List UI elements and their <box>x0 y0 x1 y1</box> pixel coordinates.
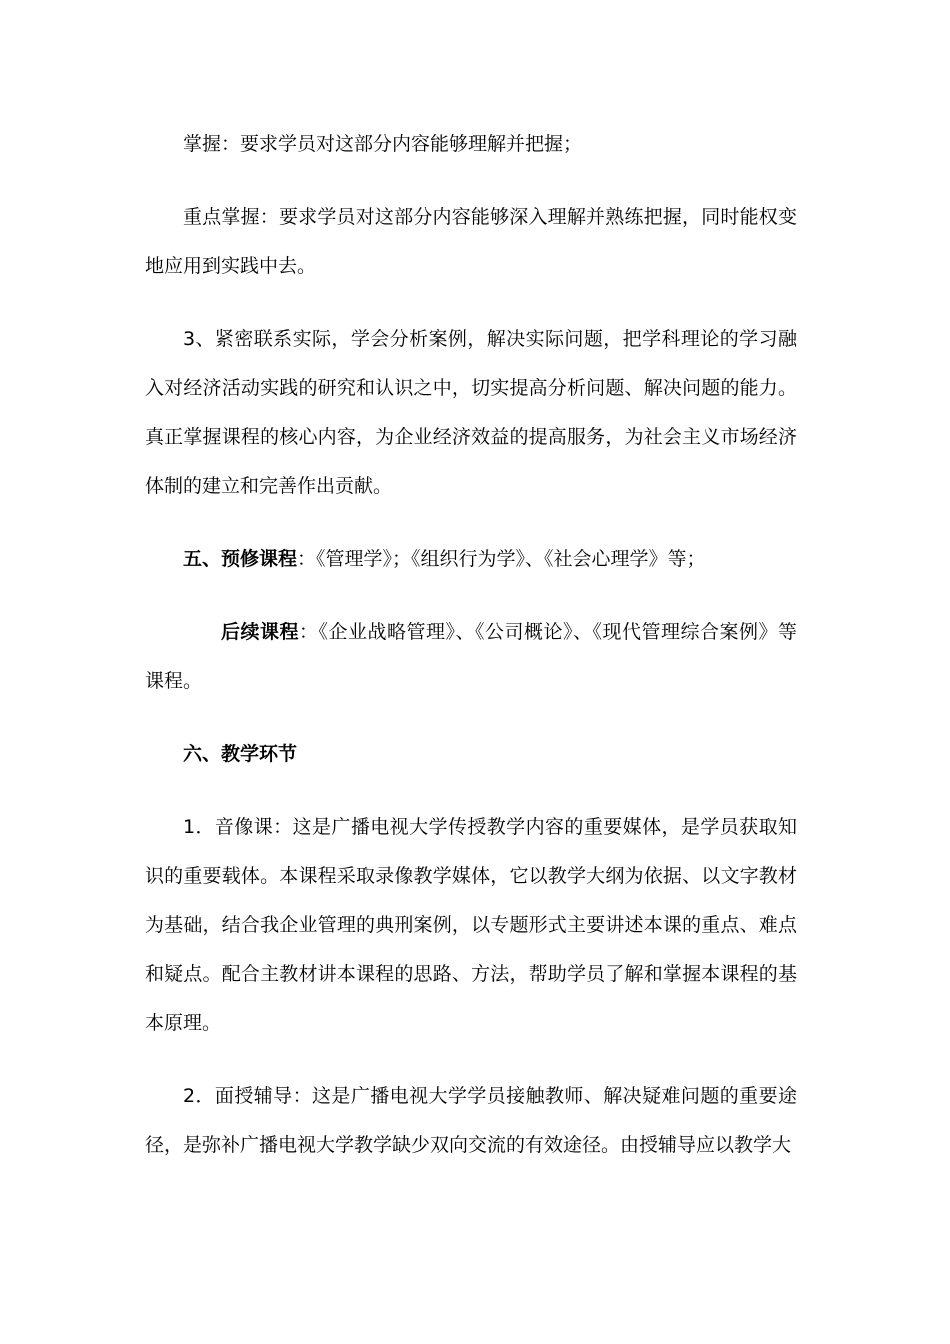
followup-text: ：《企业战略管理》、《公司概论》、《现代管理综合案例》等课程。 <box>145 621 797 692</box>
prerequisite-label: 五、预修课程 <box>183 548 298 570</box>
document-body <box>145 120 797 1170</box>
prerequisite-text: ：《管理学》；《组织行为学》、《社会心理学》等； <box>297 548 706 570</box>
paragraph-prerequisite-courses <box>145 535 797 584</box>
paragraph-tutoring: 2．面授辅导：这是广播电视大学学员接触教师、解决疑难问题的重要途径，是弥补广播电视大学教学缺少双向交流的有效途径。由授辅导应以教学大 <box>145 1085 797 1156</box>
paragraph-practice: 3、紧密联系实际，学会分析案例，解决实际问题，把学科理论的学习融入对经济活动实践的研究和认识之中，切实提高分析问题、解决问题的能力。真正掌握课程的核心内容，为企业经济效益的提高服务，为社会主义市场经济体制的建立和完善作出贡献。 <box>145 328 797 497</box>
paragraph-mastery: 掌握：要求学员对这部分内容能够理解并把握； <box>183 133 583 155</box>
paragraph-av-lessons: 1．音像课：这是广播电视大学传授教学内容的重要媒体，是学员获取知识的重要载体。本课程采取录像教学媒体，它以教学大纲为依据、以文字教材为基础，结合我企业管理的典刑案例，以专题形式主要讲述本课的重点、难点和疑点。配合主教材讲本课程的思路、方法，帮助学员了解和掌握本课程的基本原理。 <box>145 816 797 1034</box>
paragraph-key-mastery: 重点掌握：要求学员对这部分内容能够深入理解并熟练把握，同时能权变地应用到实践中去。 <box>145 206 797 277</box>
paragraph-followup-courses <box>145 608 797 706</box>
section-heading-teaching: 六、教学环节 <box>183 743 298 765</box>
followup-label: 后续课程 <box>221 621 299 643</box>
